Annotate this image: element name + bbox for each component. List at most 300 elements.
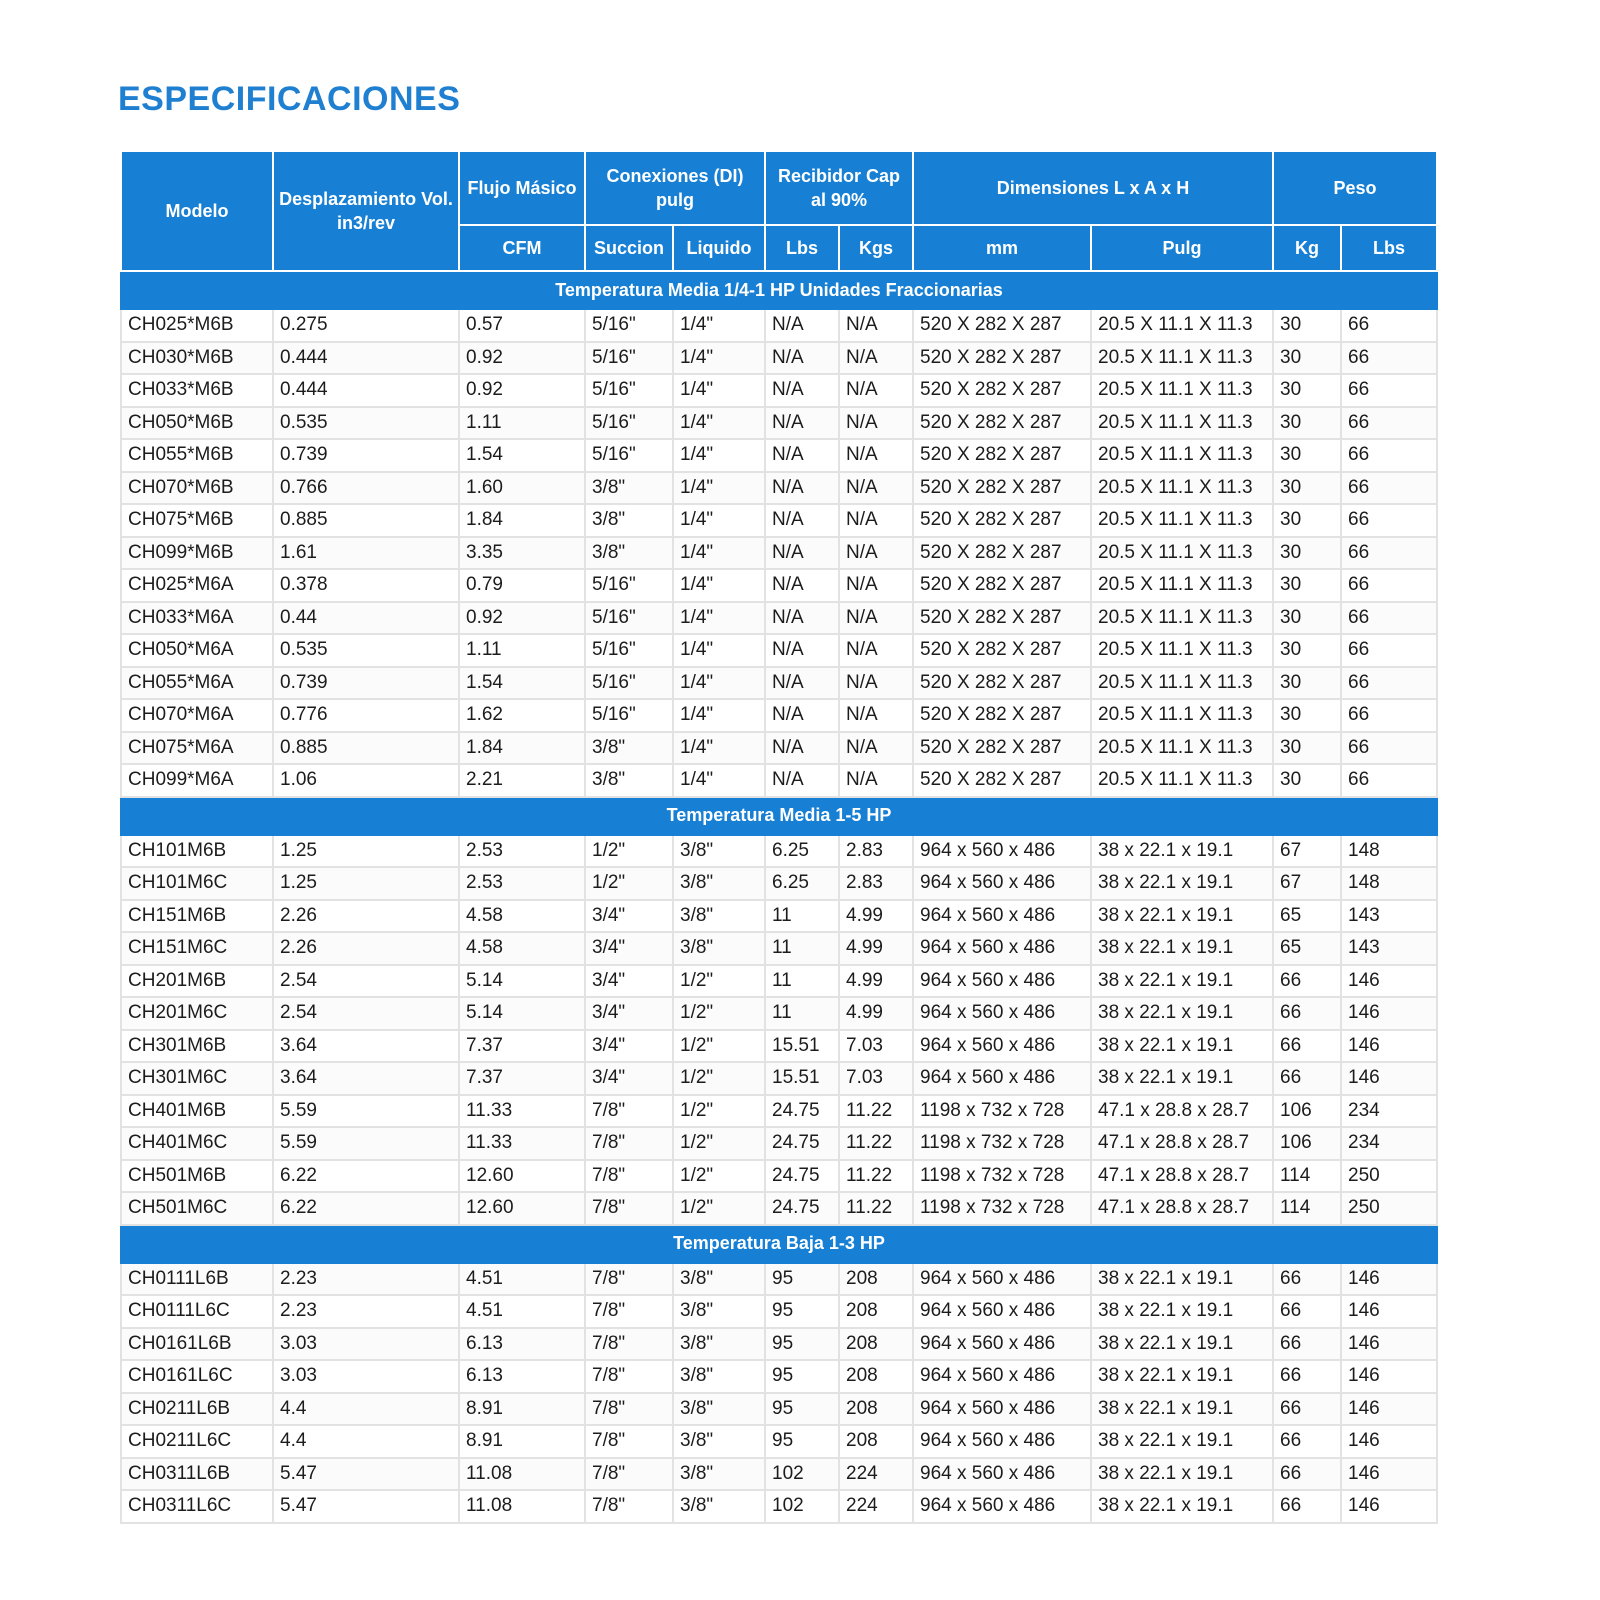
cell-dim-pulg: 38 x 22.1 x 19.1	[1091, 1295, 1273, 1328]
cell-dim-pulg: 20.5 X 11.1 X 11.3	[1091, 504, 1273, 537]
cell-dim-pulg: 20.5 X 11.1 X 11.3	[1091, 634, 1273, 667]
cell-cfm: 4.58	[459, 932, 585, 965]
cell-cfm: 8.91	[459, 1393, 585, 1426]
header-dim-pulg: Pulg	[1091, 225, 1273, 271]
cell-recibidor-kgs: 4.99	[839, 965, 913, 998]
cell-cfm: 1.84	[459, 504, 585, 537]
cell-desplazamiento: 3.64	[273, 1030, 459, 1063]
cell-succion: 7/8"	[585, 1328, 673, 1361]
cell-modelo: CH201M6B	[121, 965, 273, 998]
cell-cfm: 0.79	[459, 569, 585, 602]
cell-peso-kg: 67	[1273, 835, 1341, 868]
cell-recibidor-lbs: 15.51	[765, 1062, 839, 1095]
cell-cfm: 7.37	[459, 1030, 585, 1063]
cell-peso-lbs: 66	[1341, 764, 1437, 797]
cell-modelo: CH0111L6B	[121, 1263, 273, 1296]
cell-recibidor-lbs: N/A	[765, 699, 839, 732]
cell-cfm: 5.14	[459, 965, 585, 998]
cell-peso-lbs: 66	[1341, 472, 1437, 505]
cell-dim-mm: 520 X 282 X 287	[913, 699, 1091, 732]
cell-recibidor-kgs: 224	[839, 1490, 913, 1523]
cell-liquido: 1/2"	[673, 1030, 765, 1063]
cell-dim-pulg: 20.5 X 11.1 X 11.3	[1091, 602, 1273, 635]
cell-succion: 3/4"	[585, 932, 673, 965]
cell-recibidor-lbs: N/A	[765, 602, 839, 635]
table-row	[121, 1360, 1437, 1393]
cell-desplazamiento: 0.766	[273, 472, 459, 505]
cell-desplazamiento: 3.03	[273, 1360, 459, 1393]
table-row	[121, 407, 1437, 440]
header-peso: Peso	[1273, 151, 1437, 225]
cell-recibidor-kgs: 7.03	[839, 1062, 913, 1095]
cell-recibidor-kgs: 11.22	[839, 1127, 913, 1160]
cell-peso-lbs: 66	[1341, 634, 1437, 667]
cell-peso-lbs: 146	[1341, 1490, 1437, 1523]
table-body	[121, 271, 1437, 1523]
cell-cfm: 0.92	[459, 374, 585, 407]
cell-liquido: 1/2"	[673, 1192, 765, 1225]
cell-modelo: CH050*M6B	[121, 407, 273, 440]
cell-recibidor-lbs: 11	[765, 997, 839, 1030]
cell-peso-kg: 30	[1273, 667, 1341, 700]
cell-peso-lbs: 66	[1341, 407, 1437, 440]
specifications-table	[120, 150, 1438, 1524]
cell-peso-lbs: 146	[1341, 1295, 1437, 1328]
table-row	[121, 1490, 1437, 1523]
cell-modelo: CH201M6C	[121, 997, 273, 1030]
cell-dim-pulg: 20.5 X 11.1 X 11.3	[1091, 732, 1273, 765]
cell-peso-lbs: 66	[1341, 602, 1437, 635]
cell-recibidor-lbs: 95	[765, 1393, 839, 1426]
cell-dim-mm: 1198 x 732 x 728	[913, 1095, 1091, 1128]
cell-cfm: 6.13	[459, 1328, 585, 1361]
cell-peso-lbs: 146	[1341, 1393, 1437, 1426]
cell-peso-kg: 30	[1273, 537, 1341, 570]
cell-desplazamiento: 4.4	[273, 1393, 459, 1426]
cell-peso-kg: 66	[1273, 1062, 1341, 1095]
cell-dim-pulg: 38 x 22.1 x 19.1	[1091, 1458, 1273, 1491]
section-header-row	[121, 1225, 1437, 1263]
cell-cfm: 6.13	[459, 1360, 585, 1393]
cell-peso-kg: 30	[1273, 374, 1341, 407]
cell-cfm: 4.58	[459, 900, 585, 933]
cell-peso-kg: 66	[1273, 997, 1341, 1030]
table-row	[121, 965, 1437, 998]
cell-modelo: CH025*M6B	[121, 309, 273, 342]
cell-recibidor-kgs: 4.99	[839, 997, 913, 1030]
cell-peso-lbs: 66	[1341, 504, 1437, 537]
cell-recibidor-lbs: 6.25	[765, 867, 839, 900]
cell-liquido: 3/8"	[673, 1263, 765, 1296]
cell-desplazamiento: 0.378	[273, 569, 459, 602]
cell-succion: 5/16"	[585, 699, 673, 732]
cell-modelo: CH301M6B	[121, 1030, 273, 1063]
table-row	[121, 1062, 1437, 1095]
cell-peso-lbs: 66	[1341, 309, 1437, 342]
cell-liquido: 1/4"	[673, 309, 765, 342]
section-header-row	[121, 271, 1437, 309]
cell-recibidor-kgs: N/A	[839, 764, 913, 797]
cell-desplazamiento: 2.26	[273, 900, 459, 933]
cell-peso-lbs: 66	[1341, 732, 1437, 765]
cell-recibidor-kgs: 11.22	[839, 1095, 913, 1128]
cell-peso-kg: 66	[1273, 1030, 1341, 1063]
cell-succion: 5/16"	[585, 374, 673, 407]
cell-peso-kg: 66	[1273, 1360, 1341, 1393]
cell-dim-mm: 964 x 560 x 486	[913, 965, 1091, 998]
cell-recibidor-kgs: N/A	[839, 732, 913, 765]
table-row	[121, 667, 1437, 700]
table-row	[121, 602, 1437, 635]
cell-dim-pulg: 20.5 X 11.1 X 11.3	[1091, 537, 1273, 570]
section-title: Temperatura Media 1/4-1 HP Unidades Fraccionarias	[121, 271, 1437, 309]
cell-peso-kg: 66	[1273, 1490, 1341, 1523]
cell-modelo: CH501M6B	[121, 1160, 273, 1193]
header-recibidor-lbs: Lbs	[765, 225, 839, 271]
cell-dim-mm: 1198 x 732 x 728	[913, 1192, 1091, 1225]
cell-desplazamiento: 0.444	[273, 342, 459, 375]
cell-recibidor-lbs: 95	[765, 1360, 839, 1393]
cell-desplazamiento: 0.275	[273, 309, 459, 342]
cell-modelo: CH075*M6A	[121, 732, 273, 765]
cell-dim-mm: 964 x 560 x 486	[913, 932, 1091, 965]
cell-dim-mm: 1198 x 732 x 728	[913, 1127, 1091, 1160]
cell-succion: 3/8"	[585, 764, 673, 797]
cell-dim-mm: 520 X 282 X 287	[913, 309, 1091, 342]
header-dimensiones: Dimensiones L x A x H	[913, 151, 1273, 225]
cell-desplazamiento: 1.06	[273, 764, 459, 797]
cell-dim-mm: 520 X 282 X 287	[913, 537, 1091, 570]
cell-peso-lbs: 66	[1341, 699, 1437, 732]
cell-dim-mm: 520 X 282 X 287	[913, 374, 1091, 407]
cell-peso-lbs: 146	[1341, 1030, 1437, 1063]
cell-modelo: CH0311L6C	[121, 1490, 273, 1523]
cell-recibidor-kgs: N/A	[839, 407, 913, 440]
cell-peso-kg: 30	[1273, 342, 1341, 375]
table-row	[121, 309, 1437, 342]
cell-recibidor-lbs: N/A	[765, 374, 839, 407]
cell-dim-pulg: 20.5 X 11.1 X 11.3	[1091, 439, 1273, 472]
table-row	[121, 1328, 1437, 1361]
cell-liquido: 3/8"	[673, 835, 765, 868]
section-header-row	[121, 797, 1437, 835]
cell-recibidor-kgs: 4.99	[839, 932, 913, 965]
cell-succion: 1/2"	[585, 867, 673, 900]
cell-cfm: 4.51	[459, 1263, 585, 1296]
header-liquido: Liquido	[673, 225, 765, 271]
cell-dim-mm: 964 x 560 x 486	[913, 1030, 1091, 1063]
cell-liquido: 1/4"	[673, 699, 765, 732]
table-row	[121, 472, 1437, 505]
table-row	[121, 439, 1437, 472]
cell-liquido: 1/4"	[673, 407, 765, 440]
cell-recibidor-lbs: 11	[765, 900, 839, 933]
table-row	[121, 374, 1437, 407]
cell-recibidor-lbs: 24.75	[765, 1192, 839, 1225]
cell-modelo: CH301M6C	[121, 1062, 273, 1095]
cell-liquido: 3/8"	[673, 867, 765, 900]
table-row	[121, 997, 1437, 1030]
cell-peso-kg: 30	[1273, 309, 1341, 342]
cell-cfm: 3.35	[459, 537, 585, 570]
cell-peso-kg: 67	[1273, 867, 1341, 900]
cell-recibidor-kgs: 7.03	[839, 1030, 913, 1063]
cell-succion: 3/4"	[585, 900, 673, 933]
cell-peso-kg: 66	[1273, 965, 1341, 998]
cell-recibidor-kgs: 4.99	[839, 900, 913, 933]
cell-succion: 5/16"	[585, 439, 673, 472]
table-row	[121, 1160, 1437, 1193]
cell-modelo: CH099*M6B	[121, 537, 273, 570]
cell-cfm: 1.54	[459, 439, 585, 472]
section-title: Temperatura Media 1-5 HP	[121, 797, 1437, 835]
cell-liquido: 1/4"	[673, 764, 765, 797]
cell-cfm: 12.60	[459, 1192, 585, 1225]
cell-dim-pulg: 47.1 x 28.8 x 28.7	[1091, 1160, 1273, 1193]
cell-cfm: 11.08	[459, 1458, 585, 1491]
cell-peso-lbs: 66	[1341, 569, 1437, 602]
cell-dim-pulg: 38 x 22.1 x 19.1	[1091, 1062, 1273, 1095]
cell-recibidor-kgs: 208	[839, 1328, 913, 1361]
cell-liquido: 1/4"	[673, 537, 765, 570]
header-recibidor-kgs: Kgs	[839, 225, 913, 271]
cell-peso-kg: 106	[1273, 1127, 1341, 1160]
cell-cfm: 11.08	[459, 1490, 585, 1523]
cell-liquido: 1/2"	[673, 1062, 765, 1095]
cell-dim-mm: 964 x 560 x 486	[913, 1425, 1091, 1458]
cell-dim-pulg: 20.5 X 11.1 X 11.3	[1091, 374, 1273, 407]
cell-modelo: CH151M6B	[121, 900, 273, 933]
cell-peso-lbs: 66	[1341, 667, 1437, 700]
cell-dim-pulg: 38 x 22.1 x 19.1	[1091, 900, 1273, 933]
cell-liquido: 1/4"	[673, 439, 765, 472]
cell-desplazamiento: 2.26	[273, 932, 459, 965]
cell-recibidor-kgs: N/A	[839, 374, 913, 407]
cell-peso-lbs: 146	[1341, 1360, 1437, 1393]
cell-recibidor-lbs: 95	[765, 1295, 839, 1328]
cell-recibidor-kgs: 11.22	[839, 1192, 913, 1225]
cell-peso-kg: 66	[1273, 1295, 1341, 1328]
cell-peso-lbs: 146	[1341, 1425, 1437, 1458]
cell-modelo: CH401M6C	[121, 1127, 273, 1160]
table-row	[121, 1425, 1437, 1458]
cell-recibidor-lbs: 95	[765, 1328, 839, 1361]
cell-modelo: CH401M6B	[121, 1095, 273, 1128]
cell-cfm: 5.14	[459, 997, 585, 1030]
table-row	[121, 1192, 1437, 1225]
cell-dim-pulg: 20.5 X 11.1 X 11.3	[1091, 472, 1273, 505]
table-row	[121, 1393, 1437, 1426]
cell-peso-lbs: 66	[1341, 374, 1437, 407]
cell-peso-kg: 65	[1273, 900, 1341, 933]
cell-modelo: CH033*M6A	[121, 602, 273, 635]
cell-dim-mm: 520 X 282 X 287	[913, 439, 1091, 472]
cell-recibidor-lbs: N/A	[765, 537, 839, 570]
cell-peso-lbs: 146	[1341, 965, 1437, 998]
cell-recibidor-kgs: N/A	[839, 309, 913, 342]
cell-modelo: CH101M6C	[121, 867, 273, 900]
cell-peso-lbs: 143	[1341, 932, 1437, 965]
cell-recibidor-kgs: N/A	[839, 602, 913, 635]
cell-succion: 5/16"	[585, 667, 673, 700]
cell-succion: 3/8"	[585, 504, 673, 537]
cell-dim-mm: 520 X 282 X 287	[913, 602, 1091, 635]
cell-succion: 7/8"	[585, 1295, 673, 1328]
cell-desplazamiento: 2.23	[273, 1263, 459, 1296]
header-modelo: Modelo	[121, 151, 273, 271]
cell-desplazamiento: 6.22	[273, 1192, 459, 1225]
cell-modelo: CH030*M6B	[121, 342, 273, 375]
cell-dim-mm: 520 X 282 X 287	[913, 667, 1091, 700]
table-row	[121, 699, 1437, 732]
cell-liquido: 3/8"	[673, 1295, 765, 1328]
cell-liquido: 1/4"	[673, 569, 765, 602]
cell-dim-pulg: 47.1 x 28.8 x 28.7	[1091, 1192, 1273, 1225]
cell-cfm: 8.91	[459, 1425, 585, 1458]
cell-recibidor-kgs: 2.83	[839, 835, 913, 868]
cell-dim-mm: 964 x 560 x 486	[913, 867, 1091, 900]
header-flujo-masico: Flujo Másico	[459, 151, 585, 225]
cell-liquido: 1/2"	[673, 1160, 765, 1193]
cell-recibidor-lbs: N/A	[765, 472, 839, 505]
cell-modelo: CH101M6B	[121, 835, 273, 868]
page-title: ESPECIFICACIONES	[118, 80, 461, 118]
cell-peso-lbs: 66	[1341, 439, 1437, 472]
cell-dim-mm: 964 x 560 x 486	[913, 1062, 1091, 1095]
cell-liquido: 1/4"	[673, 602, 765, 635]
cell-peso-kg: 66	[1273, 1458, 1341, 1491]
cell-succion: 7/8"	[585, 1425, 673, 1458]
cell-desplazamiento: 5.47	[273, 1458, 459, 1491]
cell-modelo: CH025*M6A	[121, 569, 273, 602]
cell-peso-kg: 65	[1273, 932, 1341, 965]
cell-desplazamiento: 0.885	[273, 732, 459, 765]
cell-recibidor-lbs: N/A	[765, 569, 839, 602]
cell-modelo: CH0311L6B	[121, 1458, 273, 1491]
cell-desplazamiento: 0.739	[273, 439, 459, 472]
cell-modelo: CH099*M6A	[121, 764, 273, 797]
cell-cfm: 1.11	[459, 634, 585, 667]
cell-succion: 7/8"	[585, 1458, 673, 1491]
cell-dim-mm: 520 X 282 X 287	[913, 732, 1091, 765]
cell-cfm: 1.84	[459, 732, 585, 765]
table-row	[121, 1127, 1437, 1160]
cell-dim-pulg: 38 x 22.1 x 19.1	[1091, 835, 1273, 868]
cell-recibidor-kgs: 208	[839, 1263, 913, 1296]
cell-succion: 5/16"	[585, 634, 673, 667]
table-row	[121, 1095, 1437, 1128]
cell-peso-lbs: 250	[1341, 1160, 1437, 1193]
cell-recibidor-lbs: 11	[765, 965, 839, 998]
cell-succion: 1/2"	[585, 835, 673, 868]
cell-recibidor-kgs: N/A	[839, 504, 913, 537]
cell-liquido: 1/2"	[673, 965, 765, 998]
header-succion: Succion	[585, 225, 673, 271]
cell-dim-pulg: 38 x 22.1 x 19.1	[1091, 997, 1273, 1030]
cell-desplazamiento: 0.739	[273, 667, 459, 700]
cell-recibidor-kgs: N/A	[839, 569, 913, 602]
header-recibidor: Recibidor Cap al 90%	[765, 151, 913, 225]
cell-recibidor-lbs: N/A	[765, 342, 839, 375]
cell-recibidor-lbs: N/A	[765, 732, 839, 765]
cell-modelo: CH033*M6B	[121, 374, 273, 407]
header-dim-mm: mm	[913, 225, 1091, 271]
table-row	[121, 732, 1437, 765]
cell-desplazamiento: 5.47	[273, 1490, 459, 1523]
cell-dim-mm: 964 x 560 x 486	[913, 1263, 1091, 1296]
cell-desplazamiento: 5.59	[273, 1095, 459, 1128]
cell-dim-pulg: 38 x 22.1 x 19.1	[1091, 867, 1273, 900]
cell-dim-pulg: 47.1 x 28.8 x 28.7	[1091, 1095, 1273, 1128]
cell-peso-lbs: 146	[1341, 997, 1437, 1030]
cell-liquido: 1/4"	[673, 634, 765, 667]
cell-peso-lbs: 148	[1341, 867, 1437, 900]
cell-recibidor-lbs: N/A	[765, 504, 839, 537]
cell-recibidor-kgs: 208	[839, 1425, 913, 1458]
cell-cfm: 1.62	[459, 699, 585, 732]
header-conexiones: Conexiones (DI) pulg	[585, 151, 765, 225]
cell-desplazamiento: 0.535	[273, 407, 459, 440]
cell-recibidor-lbs: 6.25	[765, 835, 839, 868]
cell-cfm: 7.37	[459, 1062, 585, 1095]
table-row	[121, 1458, 1437, 1491]
table-row	[121, 835, 1437, 868]
cell-recibidor-kgs: N/A	[839, 699, 913, 732]
cell-recibidor-kgs: N/A	[839, 472, 913, 505]
cell-recibidor-lbs: 95	[765, 1263, 839, 1296]
cell-cfm: 2.21	[459, 764, 585, 797]
cell-modelo: CH070*M6B	[121, 472, 273, 505]
cell-liquido: 1/4"	[673, 472, 765, 505]
cell-recibidor-lbs: N/A	[765, 407, 839, 440]
cell-dim-pulg: 20.5 X 11.1 X 11.3	[1091, 699, 1273, 732]
cell-succion: 7/8"	[585, 1490, 673, 1523]
cell-recibidor-lbs: 24.75	[765, 1160, 839, 1193]
cell-peso-kg: 30	[1273, 634, 1341, 667]
cell-recibidor-kgs: 11.22	[839, 1160, 913, 1193]
cell-desplazamiento: 0.535	[273, 634, 459, 667]
cell-liquido: 3/8"	[673, 1360, 765, 1393]
cell-recibidor-kgs: 2.83	[839, 867, 913, 900]
cell-recibidor-kgs: N/A	[839, 634, 913, 667]
cell-dim-mm: 964 x 560 x 486	[913, 997, 1091, 1030]
cell-recibidor-kgs: N/A	[839, 537, 913, 570]
cell-desplazamiento: 0.885	[273, 504, 459, 537]
header-row-main	[121, 151, 1437, 225]
cell-recibidor-kgs: 208	[839, 1360, 913, 1393]
cell-desplazamiento: 5.59	[273, 1127, 459, 1160]
cell-peso-kg: 66	[1273, 1425, 1341, 1458]
table-row	[121, 764, 1437, 797]
cell-desplazamiento: 1.25	[273, 835, 459, 868]
cell-dim-mm: 520 X 282 X 287	[913, 407, 1091, 440]
cell-dim-mm: 520 X 282 X 287	[913, 764, 1091, 797]
cell-recibidor-kgs: N/A	[839, 439, 913, 472]
cell-dim-pulg: 38 x 22.1 x 19.1	[1091, 1490, 1273, 1523]
cell-dim-pulg: 38 x 22.1 x 19.1	[1091, 1263, 1273, 1296]
cell-peso-lbs: 143	[1341, 900, 1437, 933]
cell-recibidor-kgs: N/A	[839, 342, 913, 375]
cell-peso-kg: 30	[1273, 699, 1341, 732]
cell-modelo: CH151M6C	[121, 932, 273, 965]
section-title: Temperatura Baja 1-3 HP	[121, 1225, 1437, 1263]
cell-peso-kg: 30	[1273, 569, 1341, 602]
cell-dim-mm: 520 X 282 X 287	[913, 472, 1091, 505]
cell-succion: 7/8"	[585, 1160, 673, 1193]
cell-dim-pulg: 38 x 22.1 x 19.1	[1091, 1328, 1273, 1361]
header-peso-lbs: Lbs	[1341, 225, 1437, 271]
cell-liquido: 3/8"	[673, 1393, 765, 1426]
